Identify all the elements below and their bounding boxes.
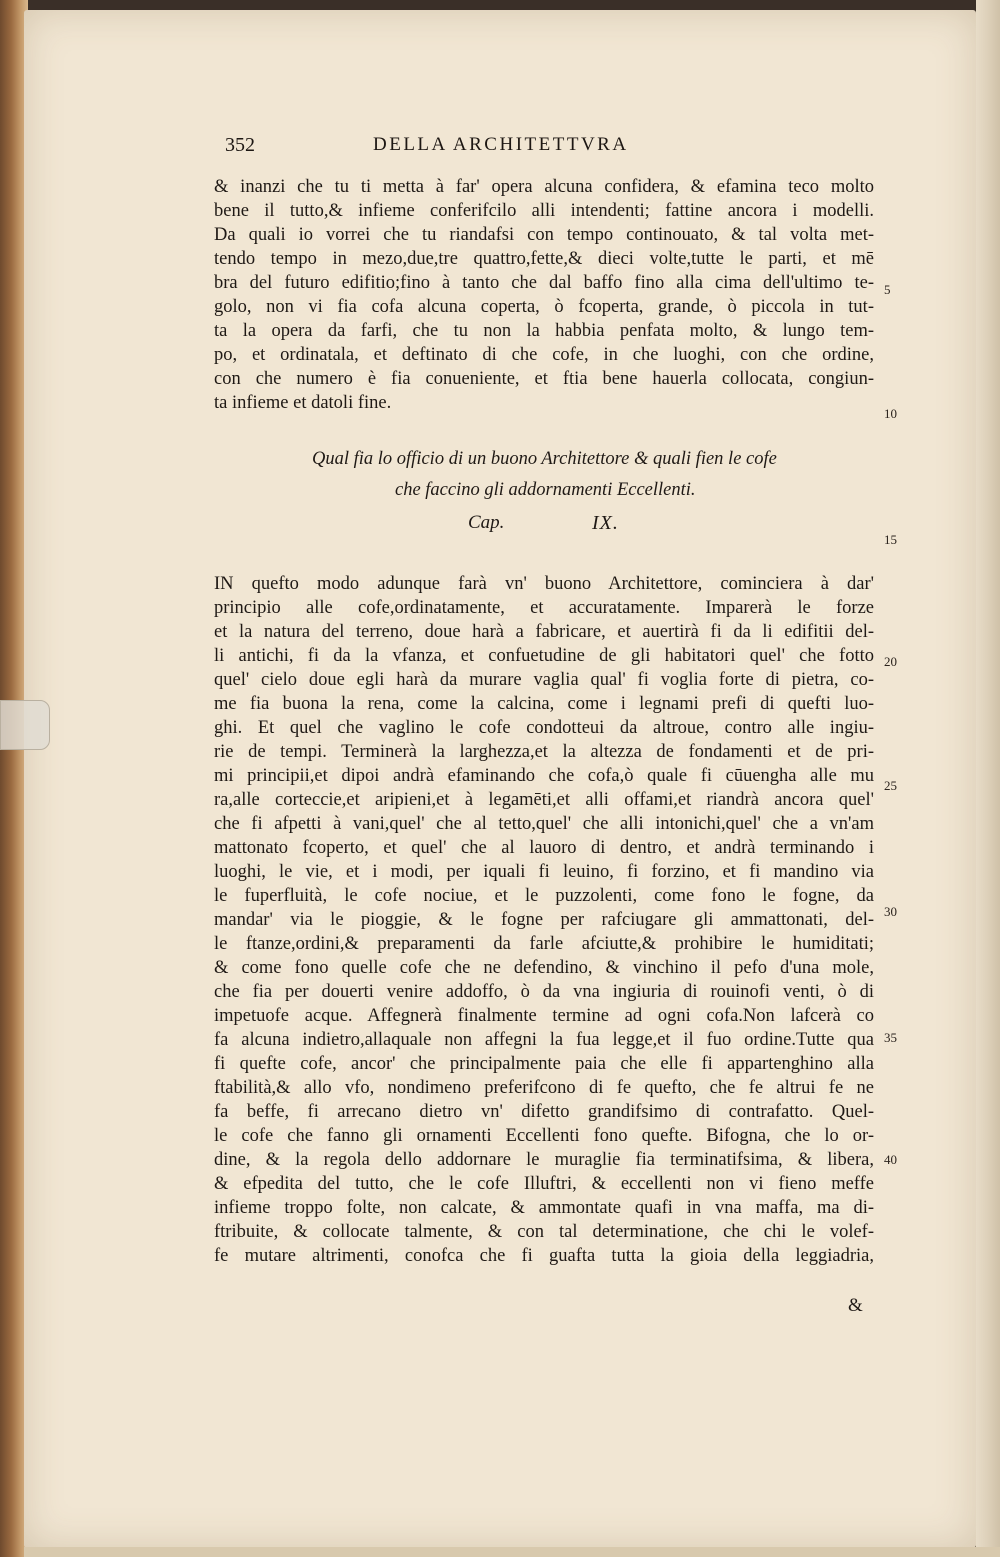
page-clip: [0, 700, 50, 750]
text-line: che fia per douerti venire addoffo, ò da vna ingiuria di rouinofi venti, ò di: [214, 982, 874, 1002]
page-header: [225, 134, 677, 166]
chapter-number: IX.: [592, 512, 619, 534]
text-line: ftabilità,& allo vfo, nondimeno preferifcono di fe quefto, che fe altrui fe ne: [214, 1078, 874, 1098]
text-line: li antichi, fi da la vfanza, et confuetudine de gli habitatori quel' che fotto: [214, 646, 874, 666]
margin-line-number: 15: [884, 532, 897, 547]
text-line: principio alle cofe,ordinatamente, et accuratamente. Imparerà le forze: [214, 598, 874, 618]
margin-line-number: 30: [884, 904, 897, 919]
text-line: infieme troppo folte, non calcate, & ammontate quafi in vna maffa, ma di-: [214, 1198, 874, 1218]
text-line: bra del futuro edifitio;fino à tanto che dal baffo fino alla cima dell'ultimo te-: [214, 273, 874, 293]
text-line: rie de tempi. Terminerà la larghezza,et la altezza de fondamenti et de pri-: [214, 742, 874, 762]
text-line: IN quefto modo adunque farà vn' buono Architettore, cominciera à dar': [214, 574, 874, 594]
chapter-label: Cap.: [468, 512, 505, 533]
chapter-heading-line: che faccino gli addornamenti Eccellenti.: [395, 480, 696, 500]
text-line: mandar' via le pioggie, & le fogne per rafciugare gli ammattonati, del-: [214, 910, 874, 930]
text-line: fi quefte cofe, ancor' che principalmente paia che elle fi appartenghino alla: [214, 1054, 874, 1074]
text-line: et la natura del terreno, doue harà a fabricare, et auertirà fi da li edifitii del-: [214, 622, 874, 642]
margin-line-number: 20: [884, 654, 897, 669]
text-line: & efpedita del tutto, che le cofe Illuftri, & eccellenti non vi fieno meffe: [214, 1174, 874, 1194]
text-line: fa beffe, fi arrecano dietro vn' difetto grandifsimo di contrafatto. Quel-: [214, 1102, 874, 1122]
catchword: &: [848, 1295, 863, 1316]
text-line: tendo tempo in mezo,due,tre quattro,fette,& dieci volte,tutte le parti, et mē: [214, 249, 874, 269]
text-line: Da quali io vorrei che tu riandafsi con tempo continouato, & tal volta met-: [214, 225, 874, 245]
margin-line-number: 35: [884, 1030, 897, 1045]
text-line: bene il tutto,& infieme conferifcilo alli intendenti; fattine ancora i modelli.: [214, 201, 874, 221]
text-line: & inanzi che tu ti metta à far' opera alcuna confidera, & efamina teco molto: [214, 177, 874, 197]
text-line: ta infieme et datoli fine.: [214, 393, 392, 413]
running-title: DELLA ARCHITETTVRA: [373, 134, 629, 155]
text-line: ftribuite, & collocate talmente, & con tal determinatione, che chi le volef-: [214, 1222, 874, 1242]
text-line: ghi. Et quel che vaglino le cofe condotteui da altroue, contro alle ingiu-: [214, 718, 874, 738]
text-line: che fi afpetti à vani,quel' che al tetto,quel' che alli intonichi,quel' che a vn'am: [214, 814, 874, 834]
text-line: dine, & la regola dello addornare le muraglie fia terminatifsima, & libera,: [214, 1150, 874, 1170]
text-line: & come fono quelle cofe che ne defendino, & vinchino il pefo d'una mole,: [214, 958, 874, 978]
page-stack-edge: [976, 0, 1000, 1557]
text-line: le fuperfluità, le cofe nociue, et le puzzolenti, come fono le fogne, da: [214, 886, 874, 906]
text-line: ta la opera da farfi, che tu non la habbia penfata molto, & lungo tem-: [214, 321, 874, 341]
text-line: mi principii,et dipoi andrà efaminando che cofa,ò quale fi cūuengha alle mu: [214, 766, 874, 786]
text-line: impetuofe acque. Affegnerà finalmente termine ad ogni cofa.Non lafcerà co: [214, 1006, 874, 1026]
text-line: fa alcuna indietro,allaquale non affegni la fua legge,et il fuo ordine.Tutte qua: [214, 1030, 874, 1050]
page-number: 352: [225, 134, 255, 156]
chapter-heading-line: Qual fia lo officio di un buono Architettore & quali fien le cofe: [312, 449, 777, 469]
text-line: le cofe che fanno gli ornamenti Eccellenti fono quefte. Bifogna, che lo or-: [214, 1126, 874, 1146]
text-line: me fia buona la rena, come la calcina, come i legnami prefi di quefti luo-: [214, 694, 874, 714]
text-line: ra,alle corteccie,et aripieni,et à legamēti,et alli offami,et riandrà ancora quel': [214, 790, 874, 810]
page-bottom-edge: [24, 1547, 1000, 1557]
text-line: mattonato fcoperto, et quel' che al lauoro di dentro, et andrà terminando i: [214, 838, 874, 858]
margin-line-number: 5: [884, 282, 891, 297]
margin-line-number: 10: [884, 406, 897, 421]
margin-line-number: 40: [884, 1152, 897, 1167]
text-line: con che numero è fia conueniente, et ftia bene hauerla collocata, congiun-: [214, 369, 874, 389]
text-line: quel' cielo doue egli harà da murare vaglia qual' fi voglia forte di pietra, co-: [214, 670, 874, 690]
text-line: fe mutare altrimenti, conofca che fi guafta tutta la gioia della leggiadria,: [214, 1246, 874, 1266]
text-line: luoghi, le vie, et i modi, per iquali fi leuino, fi forzino, et fi mandino via: [214, 862, 874, 882]
text-line: golo, non vi fia cofa alcuna coperta, ò fcoperta, grande, ò piccola in tut-: [214, 297, 874, 317]
margin-line-number: 25: [884, 778, 897, 793]
text-line: po, et ordinatala, et deftinato di che cofe, in che luoghi, con che ordine,: [214, 345, 874, 365]
text-line: le ftanze,ordini,& preparamenti da farle afciutte,& prohibire le humiditati;: [214, 934, 874, 954]
